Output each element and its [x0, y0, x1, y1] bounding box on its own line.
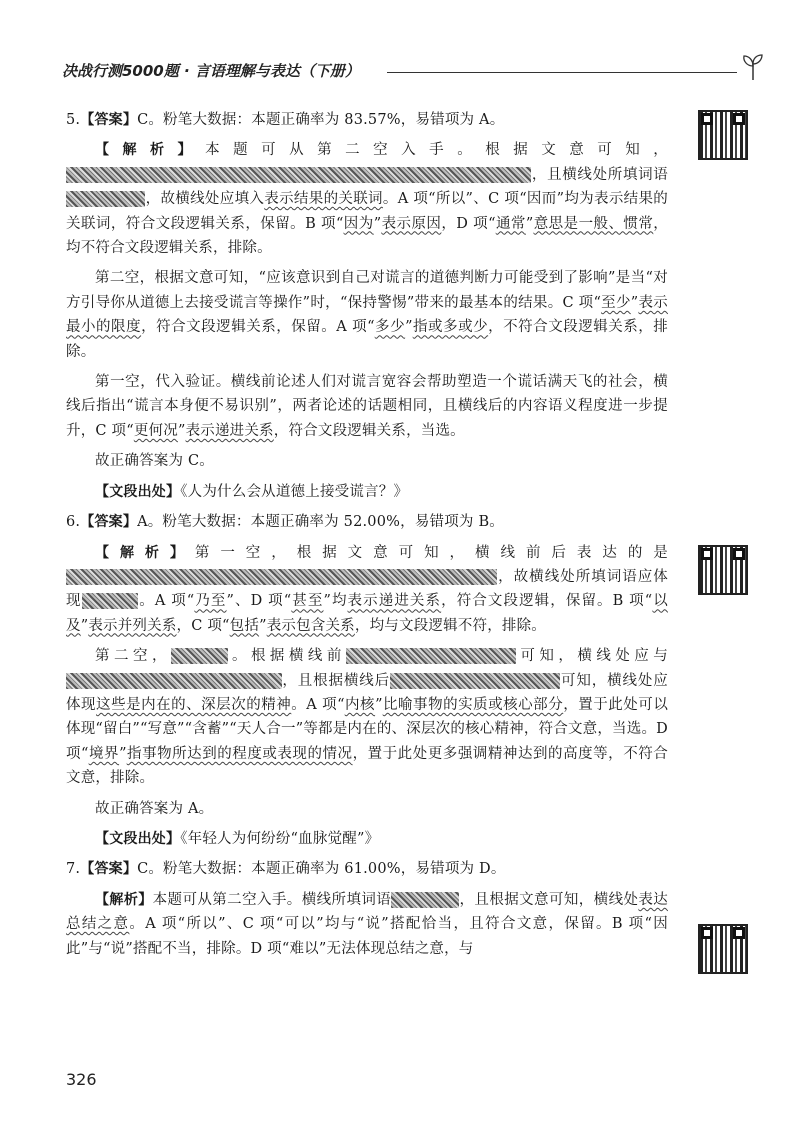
redacted-text: [171, 648, 228, 664]
answer-text: A。粉笔大数据：本题正确率为 52.00%，易错项为 B。: [137, 514, 504, 531]
redacted-text: [391, 892, 459, 908]
q5-analysis-3: 第一空，代入验证。横线前论述人们对谎言宽容会帮助塑造一个谎话满天飞的社会，横线后指出“谎言本身便不易识别”，两者论述的话题相同，且横线后的内容语义程度进一步提升，C 项“更何况”表示递进关系，符合文段逻辑关系，当选。: [66, 374, 668, 439]
question-number: 7.: [66, 861, 81, 878]
q7-analysis-1: 【解析】本题可从第二空入手。横线所填词语 ，且根据文意可知，横线处表达总结之意。A 项“所以”、C 项“可以”均与“说”搭配恰当，且符合文意，保留。B 项“因此”与“说”搭配不当，排除。D 项“难以”无法体现总结之意，与: [66, 891, 668, 957]
q6-conclusion: 故正确答案为 A。: [95, 800, 214, 817]
q5-source: 【文段出处】《人为什么会从道德上接受谎言？》: [95, 483, 409, 500]
q6-analysis-1: 【解析】第一空，根据文意可知，横线前后表达的是，故横线处所填词语应体现 。A 项“乃至”、D 项“甚至”均表示递进关系，符合文段逻辑，保留。B 项“以及”表示并列关系，C 项“包括”表示包含关系，均与文段逻辑不符，排除。: [66, 544, 668, 634]
q7-answer-line: [66, 857, 668, 881]
answer-text: C。粉笔大数据：本题正确率为 61.00%，易错项为 D。: [137, 861, 506, 878]
analysis-tag: 【解析】: [95, 891, 153, 908]
question-number: 5.: [66, 112, 81, 128]
book-title: 决战行测5000题 · 言语理解与表达（下册）: [62, 62, 360, 80]
answer-tag: 【答案】: [80, 861, 138, 878]
q5-analysis-1: 【解析】本题可从第二空入手。根据文意可知，，且横线处所填词语，故横线处应填入表示结果的关联词。A 项“所以”、C 项“因而”均为表示结果的关联词，符合文段逻辑关系，保留。B 项“因为”表示原因，D 项“通常”意思是一般、惯常，均不符合文段逻辑关系，排除。: [66, 142, 669, 257]
q6-answer-line: [66, 510, 668, 534]
qr-code-q6[interactable]: [698, 545, 748, 595]
answer-explanations: [66, 108, 668, 967]
answer-tag: 【答案】: [80, 514, 138, 531]
q6-analysis-2: 第二空， 。根据横线前 可知，横线处应与，且根据横线后 可知，横线处应体现这些是内在的、深层次的精神。A 项“内核”比喻事物的实质或核心部分，置于此处可以体现“留白”“写意”“含蓄”“天人合一”等都是内在的、深层次的核心精神，符合文意，当选。D 项“境界”指事物所达到的程度或表现的情况，置于此处更多强调精神达到的高度等，不符合文意，排除。: [66, 648, 669, 787]
answer-tag: 【答案】: [80, 112, 138, 128]
q6-source: 【文段出处】《年轻人为何纷纷“血脉觉醒”》: [95, 830, 380, 847]
header-rule: [387, 72, 737, 73]
analysis-tag: 【解析】: [95, 544, 195, 561]
q5-analysis-2: 第二空，根据文意可知，“应该意识到自己对谎言的道德判断力可能受到了影响”是当“对方引导你从道德上去接受谎言等操作”时，“保持警惕”带来的最基本的结果。C 项“至少”表示最小的限度，符合文段逻辑关系，保留。A 项“多少”指或多或少，不符合文段逻辑关系，排除。: [66, 270, 669, 360]
page-number: 326: [66, 1070, 97, 1089]
redacted-text: [346, 648, 516, 664]
question-number: 6.: [66, 514, 81, 531]
q5-answer-line: [66, 108, 668, 132]
redacted-text: [66, 167, 531, 183]
qr-code-q7[interactable]: [698, 924, 748, 974]
qr-code-q5[interactable]: [698, 110, 748, 160]
redacted-text: [66, 191, 145, 207]
redacted-text: [66, 569, 497, 585]
redacted-text: [82, 593, 139, 609]
redacted-text: [390, 673, 560, 689]
page-header: [62, 52, 762, 88]
q5-conclusion: 故正确答案为 C。: [95, 453, 215, 470]
answer-text: C。粉笔大数据：本题正确率为 83.57%，易错项为 A。: [137, 112, 505, 128]
redacted-text: [66, 673, 282, 689]
sprout-icon: [738, 52, 768, 82]
analysis-tag: 【解析】: [95, 142, 206, 159]
